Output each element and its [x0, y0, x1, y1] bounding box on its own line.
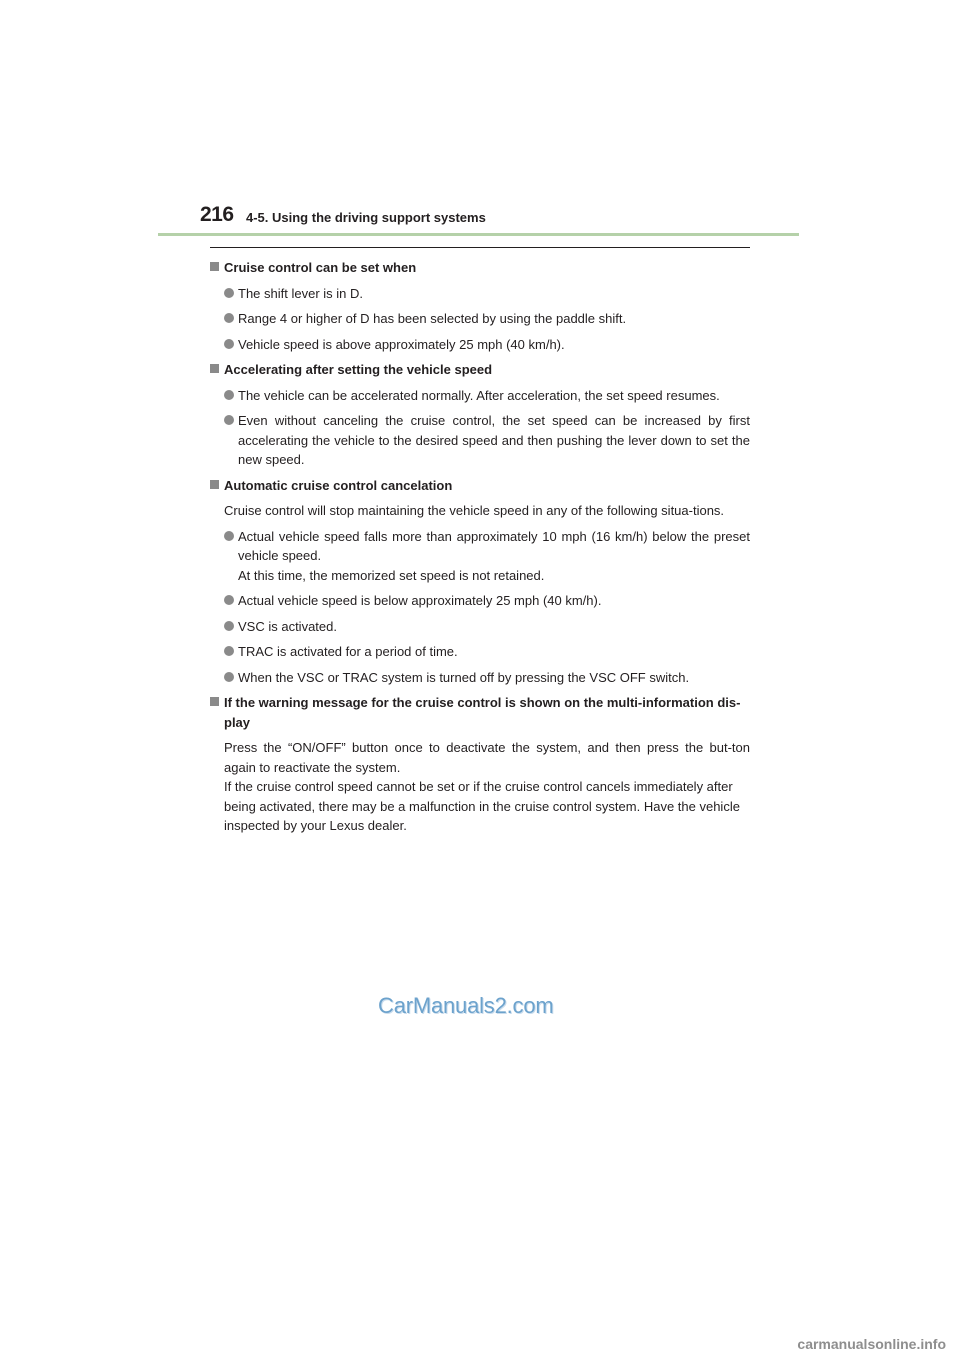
list-item: Actual vehicle speed is below approximately 25 mph (40 km/h). [210, 591, 750, 611]
page-content [210, 258, 750, 842]
footer-watermark[interactable]: carmanualsonline.info [797, 1336, 946, 1352]
list-item: Range 4 or higher of D has been selected by using the paddle shift. [210, 309, 750, 329]
square-bullet-icon [210, 262, 219, 271]
bullet-note: At this time, the memorized set speed is not retained. [238, 567, 545, 583]
paragraph-line: If the cruise control speed cannot be set or if the cruise control cancels immediately after being activated, there may be a malfunction in the cruise control system. Have the vehicle inspected by your Lexus dealer. [224, 779, 740, 833]
section-paragraph [210, 738, 750, 836]
circle-bullet-icon [224, 339, 234, 349]
page-number: 216 [200, 203, 234, 226]
circle-bullet-icon [224, 595, 234, 605]
list-item: TRAC is activated for a period of time. [210, 642, 750, 662]
circle-bullet-icon [224, 415, 234, 425]
section-heading-accelerating: Accelerating after setting the vehicle speed [210, 360, 750, 380]
list-item: VSC is activated. [210, 617, 750, 637]
section-heading-warning-message: If the warning message for the cruise control is shown on the multi-information dis-play [210, 693, 750, 732]
circle-bullet-icon [224, 646, 234, 656]
section-intro: Cruise control will stop maintaining the vehicle speed in any of the following situa-tions. [224, 503, 725, 518]
list-item: Actual vehicle speed falls more than approximately 10 mph (16 km/h) below the preset vehicle speed. At this time, the memorized set speed is not retained. [210, 527, 750, 586]
section-title: 4-5. Using the driving support systems [246, 210, 486, 225]
circle-bullet-icon [224, 672, 234, 682]
content-divider [210, 247, 750, 248]
circle-bullet-icon [224, 531, 234, 541]
section-heading-cruise-control-set: Cruise control can be set when [210, 258, 750, 278]
header-rule [158, 233, 799, 236]
list-item: When the VSC or TRAC system is turned off by pressing the VSC OFF switch. [210, 668, 750, 688]
list-item: Even without canceling the cruise control, the set speed can be increased by first accelerating the vehicle to the desired speed and then pushing the lever down to set the new speed. [210, 411, 750, 470]
list-item: The vehicle can be accelerated normally. After acceleration, the set speed resumes. [210, 386, 750, 406]
square-bullet-icon [210, 697, 219, 706]
circle-bullet-icon [224, 390, 234, 400]
circle-bullet-icon [224, 313, 234, 323]
square-bullet-icon [210, 364, 219, 373]
circle-bullet-icon [224, 288, 234, 298]
circle-bullet-icon [224, 621, 234, 631]
square-bullet-icon [210, 480, 219, 489]
list-item: Vehicle speed is above approximately 25 mph (40 km/h). [210, 335, 750, 355]
section-heading-automatic-cancelation: Automatic cruise control cancelation [210, 476, 750, 496]
list-item: The shift lever is in D. [210, 284, 750, 304]
paragraph-line: Press the “ON/OFF” button once to deactivate the system, and then press the but-ton again to reactivate the system. [224, 740, 750, 775]
watermark-logo[interactable]: CarManuals2.com [378, 993, 554, 1018]
